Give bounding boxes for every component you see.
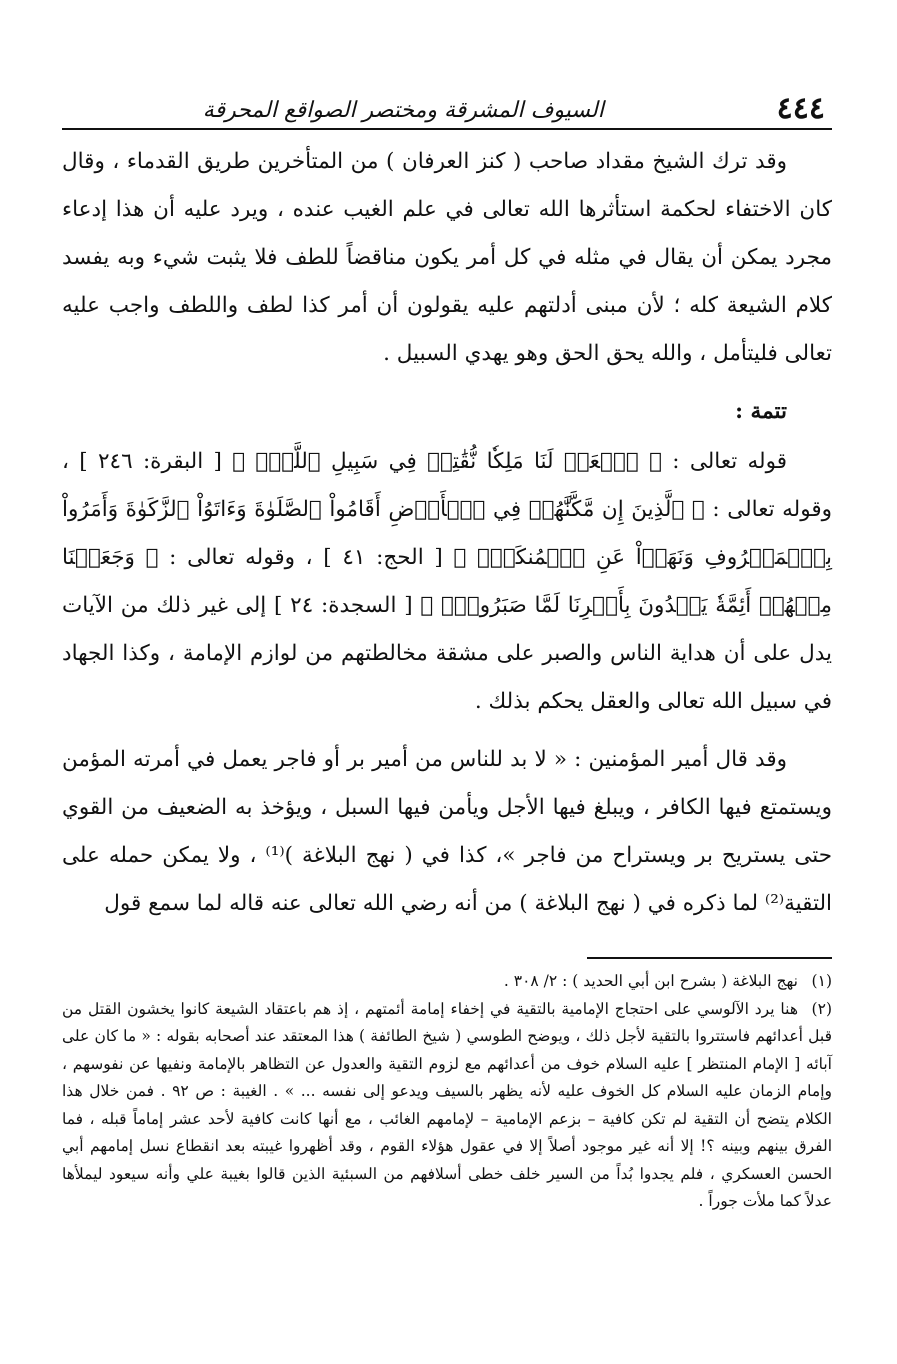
main-text	[62, 138, 832, 928]
footnote-2-text: هنا يرد الآلوسي على احتجاج الإمامية بالتقية في إخفاء إمامة أئمتهم ، إذ هم باعتقاد الشيعة كانوا يخشون القتل من قبل أعدائهم فاستتروا بالتقية لأجل ذلك ، ويوضح الطوسي ( شيخ الطائفة ) هذا المعتقد عند أصحابه بقوله : « ما كان على آبائه [ الإمام المنتظر ] عليه السلام خوف من أعدائهم مع لزوم التقية والعدول عن التظاهر بالإمامة ونفيها عن نفوسهم ، وإمام الزمان عليه السلام كل الخوف عليه لأنه يظهر بالسيف ويدعو إلى نفسه ... » . الغيبة : ص ٩٢ . فمن خلال هذا الكلام يتضح أن التقية لم تكن كافية – بزعم الإمامية – لإمامهم الغائب ، مع أنها كانت كافية لأحد عشر إماماً قبله ، فما الفرق بينهم وبينه ؟! إلا أنه غير موجود أصلاً إلا في عقول هؤلاء القوم ، وقد أظهروا غيبته بعد انقطاع نسل إمامهم أبي الحسن العسكري ، فلم يجدوا بُداً من السير خلف خطى أسلافهم من السبئية الذين قالوا بغيبة علي وأنه سيعود ليملأها عدلاً كما ملأت جوراً .	[62, 999, 832, 1210]
paragraph-2: قوله تعالى : ﴿ ٱبۡعَثۡ لَنَا مَلِكٗا نُّقَٰتِلۡ فِي سَبِيلِ ٱللَّهِۖ ﴾ [ البقرة: ٢٤٦ ] ، وقوله تعالى : ﴿ ٱلَّذِينَ إِن مَّكَّنَّٰهُمۡ فِي ٱلۡأَرۡضِ أَقَامُواْ ٱلصَّلَوٰةَ وَءَاتَوُاْ ٱلزَّكَوٰةَ وَأَمَرُواْ بِٱلۡمَعۡرُوفِ وَنَهَوۡاْ عَنِ ٱلۡمُنكَرِۗ ﴾ [ الحج: ٤١ ] ، وقوله تعالى : ﴿ وَجَعَلۡنَا مِنۡهُمۡ أَئِمَّةٗ يَهۡدُونَ بِأَمۡرِنَا لَمَّا صَبَرُواْۖ ﴾ [ السجدة: ٢٤ ] إلى غير ذلك من الآيات يدل على أن هداية الناس والصبر على مشقة مخالطتهم من لوازم الإمامة ، وكذا الجهاد في سبيل الله تعالى والعقل يحكم بذلك .	[62, 449, 832, 714]
page-header	[70, 88, 825, 126]
paragraph-3: وقد قال أمير المؤمنين : « لا بد للناس من أمير بر أو فاجر يعمل في أمرته المؤمن ويستمتع فيها الكافر ، ويبلغ فيها الأجل ويأمن فيها السبل ، ويؤخذ به الضعيف من القوي حتى يستريح بر ويستراح من فاجر »، كذا في ( نهج البلاغة )⁽¹⁾ ، ولا يمكن حمله على التقية⁽²⁾ لما ذكره في ( نهج البلاغة ) من أنه رضي الله تعالى عنه قاله لما سمع قول	[62, 747, 833, 916]
paragraph-1: وقد ترك الشيخ مقداد صاحب ( كنز العرفان ) من المتأخرين طريق القدماء ، وقال كان الاختفاء لحكمة استأثرها الله تعالى في علم الغيب عنده ، ويرد عليه أن هذا إدعاء مجرد يمكن أن يقال في مثله في كل أمر يكون مناقضاً للطف فلا يثبت شيء وبه يفسد كلام الشيعة كله ؛ لأن مبنى أدلتهم عليه يقولون أن أمر كذا لطف واللطف واجب عليه تعالى فليتأمل ، والله يحق الحق وهو يهدي السبيل .	[62, 149, 832, 366]
header-rule	[62, 128, 832, 130]
footnote-1-text: نهج البلاغة ( بشرح ابن أبي الحديد ) : ٢/ ٣٠٨ .	[503, 972, 798, 990]
footnotes	[62, 968, 832, 1216]
footnote-2	[62, 996, 832, 1216]
footnote-rule	[587, 957, 832, 959]
running-title: السيوف المشرقة ومختصر الصواقع المحرقة	[202, 98, 604, 123]
footnote-1	[62, 968, 832, 996]
page-number: ٤٤٤	[776, 91, 825, 126]
section-heading: تتمة :	[735, 399, 787, 424]
footnote-1-number: (١)	[811, 972, 832, 990]
footnote-2-number: (٢)	[811, 999, 832, 1018]
